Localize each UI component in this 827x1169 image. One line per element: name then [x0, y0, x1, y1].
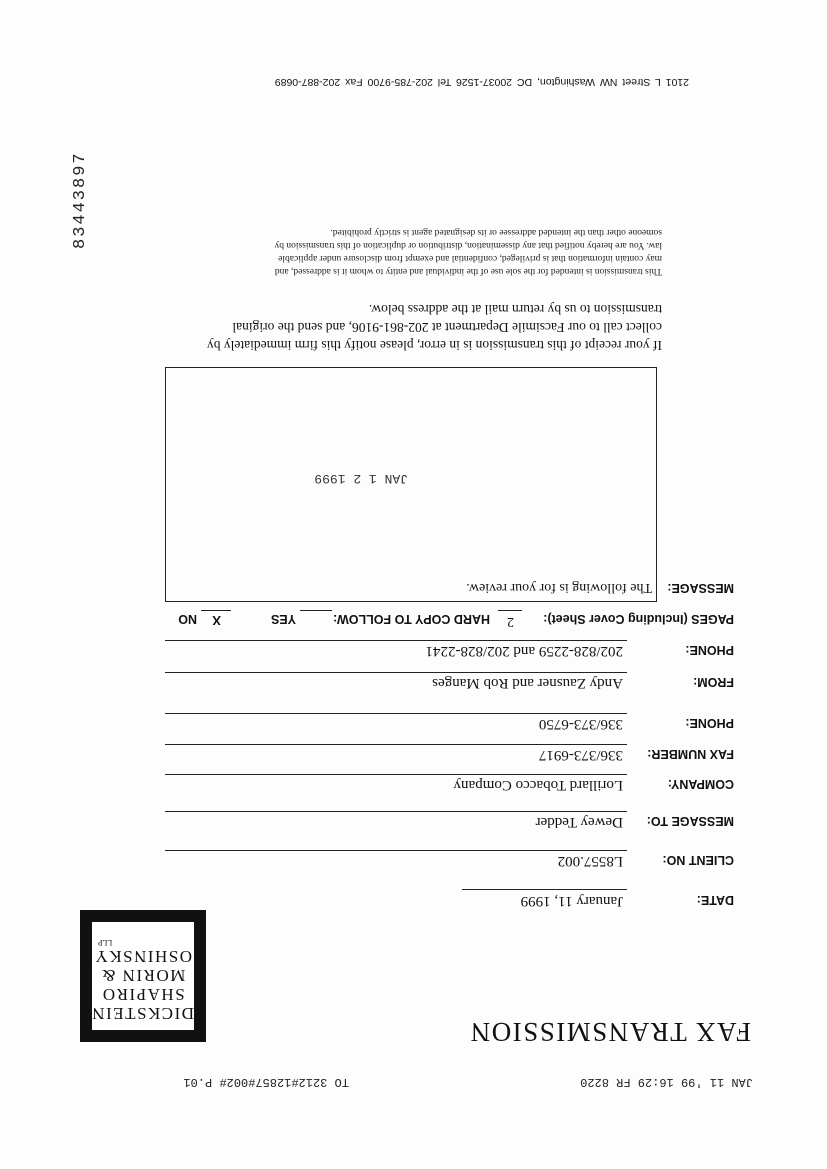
confidentiality-line-4: someone other than the intended addressee or its designated agent is strictly prohibited. [330, 227, 662, 237]
company-label: COMPANY: [667, 777, 734, 791]
message-label: MESSAGE: [667, 581, 734, 595]
message-to-label: MESSAGE TO: [646, 814, 734, 828]
client-no-value: L8557.002 [557, 853, 623, 869]
no-blank [201, 610, 231, 611]
received-stamp: JAN 1 2 1999 [314, 471, 408, 486]
logo-line-2: SHAPIRO [101, 985, 185, 1004]
from-label: FROM: [693, 675, 734, 689]
error-notice-line-3: transmission to us by return mail at the address below. [368, 302, 662, 317]
phone-to-underline [165, 713, 627, 714]
confidentiality-notice [274, 225, 662, 277]
from-value: Andy Zausner and Rob Manges [432, 675, 623, 691]
pages-underline [498, 610, 522, 611]
yes-blank [300, 610, 332, 611]
phone-from-value: 202/828-2259 and 202/828-2241 [425, 643, 623, 659]
fax-number-label: FAX NUMBER: [647, 747, 734, 761]
confidentiality-line-2: may contain information that is privileged, confidential and exempt from disclosure under applicable [278, 253, 662, 263]
logo-line-3: MORIN & [100, 966, 186, 985]
phone-to-value: 336/373-6750 [538, 716, 623, 732]
fax-number-underline [165, 744, 627, 745]
phone-from-underline [165, 640, 627, 641]
message-to-value: Dewey Tedder [535, 814, 623, 830]
message-to-underline [165, 811, 627, 812]
phone-from-label: PHONE: [685, 643, 734, 657]
pages-value: 2 [507, 614, 514, 629]
page-title: FAX TRANSMISSION [469, 1017, 751, 1047]
logo-line-1: DICKSTEIN [90, 1004, 194, 1023]
confidentiality-line-1: This transmission is intended for the sole use of the individual and entity to whom it is addressed, and [274, 266, 662, 276]
logo-line-4: OSHINSKY [94, 947, 192, 966]
from-underline [165, 672, 627, 673]
hard-copy-label: HARD COPY TO FOLLOW: [333, 612, 490, 626]
error-notice [207, 300, 662, 354]
date-value: January 11, 1999 [520, 893, 623, 909]
fax-header-left: JAN 11 '99 16:29 FR 8220 [580, 1075, 753, 1089]
document-id: 83443897 [71, 151, 90, 249]
pages-label: PAGES (Including Cover Sheet): [543, 612, 734, 626]
footer-address: 2101 L Street NW Washington, DC 20037-1526 Tel 202-785-9700 Fax 202-887-0689 [274, 76, 689, 88]
company-underline [165, 774, 627, 775]
company-value: Lorillard Tobacco Company [453, 777, 623, 793]
message-box [165, 367, 657, 602]
date-underline [462, 889, 627, 890]
firm-logo [80, 910, 206, 1042]
date-label: DATE: [696, 893, 734, 907]
client-no-label: CLIENT NO: [662, 853, 734, 867]
confidentiality-line-3: law. You are hereby notified that any dissemination, distribution or duplication of this transmission by [274, 240, 662, 250]
fax-header-right: TO 3212#12857#002# P.01 [183, 1075, 349, 1089]
error-notice-line-1: If your receipt of this transmission is in error, please notify this firm immediately by [207, 338, 662, 353]
no-label: NO [178, 612, 197, 626]
fax-number-value: 336/373-6917 [538, 747, 623, 763]
phone-to-label: PHONE: [685, 716, 734, 730]
error-notice-line-2: collect call to our Facsimile Department at 202-861-9106, and send the original [232, 320, 662, 335]
yes-label: YES [270, 612, 296, 626]
logo-suffix: LLP [98, 938, 113, 947]
no-mark: X [212, 613, 221, 628]
client-no-underline [165, 850, 627, 851]
message-text: The following is for your review. [466, 580, 652, 595]
